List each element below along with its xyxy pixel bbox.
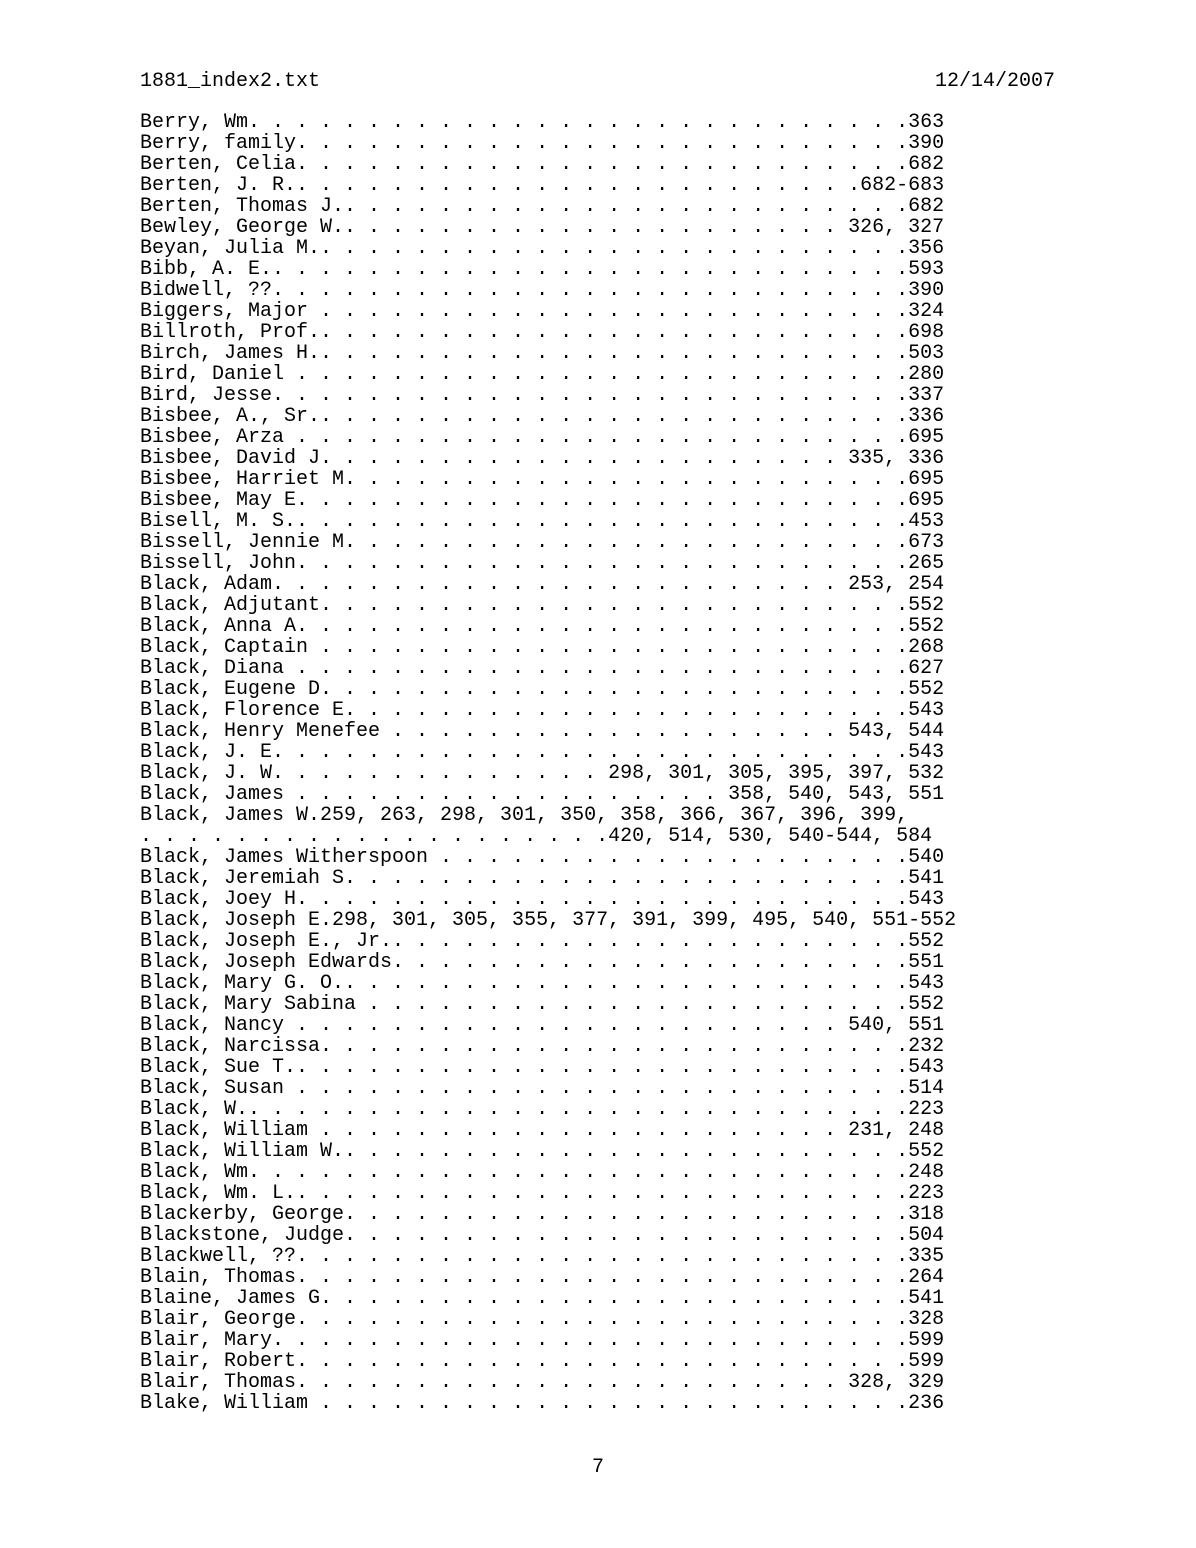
header-date: 12/14/2007	[934, 70, 1055, 93]
index-entry: Bisbee, A., Sr.. . . . . . . . . . . . . . . . . . . . . . . . .336	[140, 405, 945, 428]
index-entry: Black, Nancy . . . . . . . . . . . . . . . . . . . . . . . 540, 551	[140, 1014, 945, 1037]
index-entry: Black, Susan . . . . . . . . . . . . . . . . . . . . . . . . . .514	[140, 1077, 945, 1100]
index-entry: Black, Joseph Edwards. . . . . . . . . . . . . . . . . . . . . .551	[140, 951, 945, 974]
index-entry: Blair, George. . . . . . . . . . . . . . . . . . . . . . . . . .328	[140, 1308, 945, 1331]
index-entry: Black, Joseph E., Jr.. . . . . . . . . . . . . . . . . . . . . .552	[140, 930, 945, 953]
index-entry: Black, Diana . . . . . . . . . . . . . . . . . . . . . . . . . .627	[140, 657, 945, 680]
index-entry: Blair, Thomas. . . . . . . . . . . . . . . . . . . . . . . 328, 329	[140, 1371, 945, 1394]
index-entry: Bisbee, May E. . . . . . . . . . . . . . . . . . . . . . . . . .695	[140, 489, 945, 512]
index-entry: Berry, Wm. . . . . . . . . . . . . . . . . . . . . . . . . . . .363	[140, 111, 945, 134]
index-entry: Bird, Jesse. . . . . . . . . . . . . . . . . . . . . . . . . . .337	[140, 384, 945, 407]
index-entry: Black, Jeremiah S. . . . . . . . . . . . . . . . . . . . . . . .541	[140, 867, 945, 890]
index-entry: Black, Sue T.. . . . . . . . . . . . . . . . . . . . . . . . . .543	[140, 1056, 945, 1079]
index-entry: Blair, Robert. . . . . . . . . . . . . . . . . . . . . . . . . .599	[140, 1350, 945, 1373]
index-entry: Birch, James H.. . . . . . . . . . . . . . . . . . . . . . . . .503	[140, 342, 945, 365]
index-entry: Black, Adam. . . . . . . . . . . . . . . . . . . . . . . . 253, 254	[140, 573, 945, 596]
index-entry: Billroth, Prof.. . . . . . . . . . . . . . . . . . . . . . . . .698	[140, 321, 945, 344]
index-entry: Blair, Mary. . . . . . . . . . . . . . . . . . . . . . . . . . .599	[140, 1329, 945, 1352]
index-entry: Biggers, Major . . . . . . . . . . . . . . . . . . . . . . . . .324	[140, 300, 945, 323]
index-entry: Bird, Daniel . . . . . . . . . . . . . . . . . . . . . . . . . .280	[140, 363, 945, 386]
index-entry: Black, Mary Sabina . . . . . . . . . . . . . . . . . . . . . . .552	[140, 993, 945, 1016]
index-entry: Black, Florence E. . . . . . . . . . . . . . . . . . . . . . . .543	[140, 699, 945, 722]
index-entry: Berten, Celia. . . . . . . . . . . . . . . . . . . . . . . . . .682	[140, 153, 945, 176]
index-entry: Black, James . . . . . . . . . . . . . . . . . . 358, 540, 543, 551	[140, 783, 945, 806]
index-entry: Blake, William . . . . . . . . . . . . . . . . . . . . . . . . .236	[140, 1392, 945, 1415]
index-entry: Black, Joey H. . . . . . . . . . . . . . . . . . . . . . . . . .543	[140, 888, 945, 911]
index-entry: Blackstone, Judge. . . . . . . . . . . . . . . . . . . . . . . .504	[140, 1224, 945, 1247]
index-entry: . . . . . . . . . . . . . . . . . . . .420, 514, 530, 540-544, 584	[140, 825, 933, 848]
index-entry: Black, Wm. . . . . . . . . . . . . . . . . . . . . . . . . . . .248	[140, 1161, 945, 1184]
index-entry: Black, Joseph E.298, 301, 305, 355, 377, 391, 399, 495, 540, 551-552	[140, 909, 957, 932]
index-entry: Berten, J. R.. . . . . . . . . . . . . . . . . . . . . . . .682-683	[140, 174, 945, 197]
page-number: 7	[591, 1456, 604, 1479]
index-entry: Blackerby, George. . . . . . . . . . . . . . . . . . . . . . . .318	[140, 1203, 945, 1226]
index-entry: Bewley, George W.. . . . . . . . . . . . . . . . . . . . . 326, 327	[140, 216, 945, 239]
index-entry: Black, Narcissa. . . . . . . . . . . . . . . . . . . . . . . . .232	[140, 1035, 945, 1058]
index-entry: Beyan, Julia M.. . . . . . . . . . . . . . . . . . . . . . . . .356	[140, 237, 945, 260]
index-entry: Bisell, M. S.. . . . . . . . . . . . . . . . . . . . . . . . . .453	[140, 510, 945, 533]
index-entry: Black, Anna A. . . . . . . . . . . . . . . . . . . . . . . . . .552	[140, 615, 945, 638]
index-entry: Black, Wm. L.. . . . . . . . . . . . . . . . . . . . . . . . . .223	[140, 1182, 945, 1205]
index-entry: Black, Mary G. O.. . . . . . . . . . . . . . . . . . . . . . . .543	[140, 972, 945, 995]
index-list	[140, 112, 956, 1414]
index-entry: Black, Adjutant. . . . . . . . . . . . . . . . . . . . . . . . .552	[140, 594, 945, 617]
index-entry: Black, Captain . . . . . . . . . . . . . . . . . . . . . . . . .268	[140, 636, 945, 659]
index-entry: Blackwell, ??. . . . . . . . . . . . . . . . . . . . . . . . . .335	[140, 1245, 945, 1268]
index-entry: Bidwell, ??. . . . . . . . . . . . . . . . . . . . . . . . . . .390	[140, 279, 945, 302]
index-entry: Bisbee, Harriet M. . . . . . . . . . . . . . . . . . . . . . . .695	[140, 468, 945, 491]
index-entry: Bisbee, Arza . . . . . . . . . . . . . . . . . . . . . . . . . .695	[140, 426, 945, 449]
index-entry: Black, W.. . . . . . . . . . . . . . . . . . . . . . . . . . . .223	[140, 1098, 945, 1121]
index-entry: Black, William W.. . . . . . . . . . . . . . . . . . . . . . . .552	[140, 1140, 945, 1163]
index-entry: Black, Eugene D. . . . . . . . . . . . . . . . . . . . . . . . .552	[140, 678, 945, 701]
header-filename: 1881_index2.txt	[140, 70, 321, 93]
index-entry: Bissell, Jennie M. . . . . . . . . . . . . . . . . . . . . . . .673	[140, 531, 945, 554]
index-entry: Bissell, John. . . . . . . . . . . . . . . . . . . . . . . . . .265	[140, 552, 945, 575]
index-entry: Black, J. E. . . . . . . . . . . . . . . . . . . . . . . . . . .543	[140, 741, 945, 764]
index-entry: Black, William . . . . . . . . . . . . . . . . . . . . . . 231, 248	[140, 1119, 945, 1142]
index-entry: Berry, family. . . . . . . . . . . . . . . . . . . . . . . . . .390	[140, 132, 945, 155]
index-entry: Bibb, A. E.. . . . . . . . . . . . . . . . . . . . . . . . . . .593	[140, 258, 945, 281]
index-entry: Blaine, James G. . . . . . . . . . . . . . . . . . . . . . . . .541	[140, 1287, 945, 1310]
index-entry: Black, Henry Menefee . . . . . . . . . . . . . . . . . . . 543, 544	[140, 720, 945, 743]
index-entry: Black, James Witherspoon . . . . . . . . . . . . . . . . . . . .540	[140, 846, 945, 869]
index-entry: Bisbee, David J. . . . . . . . . . . . . . . . . . . . . . 335, 336	[140, 447, 945, 470]
index-entry: Berten, Thomas J.. . . . . . . . . . . . . . . . . . . . . . . .682	[140, 195, 945, 218]
index-entry: Blain, Thomas. . . . . . . . . . . . . . . . . . . . . . . . . .264	[140, 1266, 945, 1289]
index-entry: Black, J. W. . . . . . . . . . . . . . 298, 301, 305, 395, 397, 532	[140, 762, 945, 785]
index-entry: Black, James W.259, 263, 298, 301, 350, 358, 366, 367, 396, 399,	[140, 804, 909, 827]
